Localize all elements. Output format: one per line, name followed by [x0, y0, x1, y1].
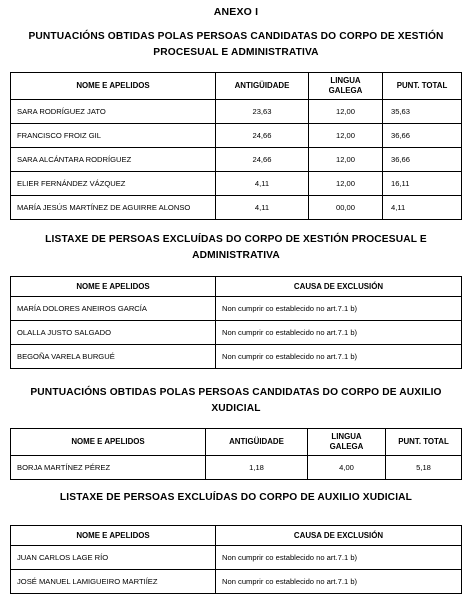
excluded-name: JUAN CARLOS LAGE RÍO [11, 546, 216, 570]
table-header-row [11, 429, 462, 456]
section2-table [10, 276, 462, 369]
total-value: 36,66 [383, 148, 462, 172]
candidate-name: SARA ALCÁNTARA RODRÍGUEZ [11, 148, 216, 172]
language-value: 00,00 [309, 196, 383, 220]
total-value: 35,63 [383, 100, 462, 124]
section4-table [10, 525, 462, 594]
seniority-value: 24,66 [216, 124, 309, 148]
seniority-value: 4,11 [216, 172, 309, 196]
exclusion-cause: Non cumprir co establecido no art.7.1 b) [216, 345, 462, 369]
seniority-value: 1,18 [206, 456, 308, 480]
excluded-name: BEGOÑA VARELA BURGUÉ [11, 345, 216, 369]
column-header-name: NOME E APELIDOS [11, 73, 216, 100]
annex-title: ANEXO I [213, 6, 259, 18]
table-row [11, 124, 462, 148]
column-header-name: NOME E APELIDOS [11, 429, 206, 456]
table-row [11, 570, 462, 594]
exclusion-cause: Non cumprir co establecido no art.7.1 b) [216, 321, 462, 345]
total-value: 5,18 [386, 456, 462, 480]
column-header-language: LINGUA GALEGA [309, 73, 383, 100]
column-header-name: NOME E APELIDOS [11, 277, 216, 297]
column-header-seniority: ANTIGÜIDADE [206, 429, 308, 456]
seniority-value: 23,63 [216, 100, 309, 124]
total-value: 36,66 [383, 124, 462, 148]
section3-table [10, 428, 462, 480]
exclusion-cause: Non cumprir co establecido no art.7.1 b) [216, 546, 462, 570]
table-row [11, 456, 462, 480]
section2-title: LISTAXE DE PERSOAS EXCLUÍDAS DO CORPO DE XESTIÓN PROCESUAL E ADMINISTRATIVA [45, 234, 427, 261]
column-header-total: PUNT. TOTAL [386, 429, 462, 456]
total-value: 4,11 [383, 196, 462, 220]
table-row [11, 100, 462, 124]
table-row [11, 172, 462, 196]
excluded-name: JOSÉ MANUEL LAMIGUEIRO MARTIÍEZ [11, 570, 216, 594]
table-header-row [11, 277, 462, 297]
section1-title: PUNTUACIÓNS OBTIDAS POLAS PERSOAS CANDIDATAS DO CORPO DE XESTIÓN PROCESUAL E ADMINISTRATIVA [28, 31, 444, 58]
seniority-value: 4,11 [216, 196, 309, 220]
language-value: 12,00 [309, 172, 383, 196]
table-row [11, 546, 462, 570]
table-row [11, 345, 462, 369]
table-header-row [11, 73, 462, 100]
candidate-name: ELIER FERNÁNDEZ VÁZQUEZ [11, 172, 216, 196]
column-header-total: PUNT. TOTAL [383, 73, 462, 100]
column-header-language: LINGUA GALEGA [308, 429, 386, 456]
language-value: 12,00 [309, 148, 383, 172]
exclusion-cause: Non cumprir co establecido no art.7.1 b) [216, 297, 462, 321]
exclusion-cause: Non cumprir co establecido no art.7.1 b) [216, 570, 462, 594]
excluded-name: OLALLA JUSTO SALGADO [11, 321, 216, 345]
language-value: 12,00 [309, 100, 383, 124]
candidate-name: SARA RODRÍGUEZ JATO [11, 100, 216, 124]
candidate-name: MARÍA JESÚS MARTÍNEZ DE AGUIRRE ALONSO [11, 196, 216, 220]
table-row [11, 297, 462, 321]
column-header-seniority: ANTIGÜIDADE [216, 73, 309, 100]
column-header-exclusion-cause: CAUSA DE EXCLUSIÓN [216, 277, 462, 297]
total-value: 16,11 [383, 172, 462, 196]
language-value: 12,00 [309, 124, 383, 148]
table-row [11, 321, 462, 345]
candidate-name: BORJA MARTÍNEZ PÉREZ [11, 456, 206, 480]
table-header-row [11, 526, 462, 546]
excluded-name: MARÍA DOLORES ANEIROS GARCÍA [11, 297, 216, 321]
candidate-name: FRANCISCO FROIZ GIL [11, 124, 216, 148]
table-row [11, 196, 462, 220]
section1-table [10, 72, 462, 220]
section3-title: PUNTUACIÓNS OBTIDAS POLAS PERSOAS CANDIDATAS DO CORPO DE AUXILIO XUDICIAL [30, 387, 442, 414]
language-value: 4,00 [308, 456, 386, 480]
table-row [11, 148, 462, 172]
seniority-value: 24,66 [216, 148, 309, 172]
column-header-exclusion-cause: CAUSA DE EXCLUSIÓN [216, 526, 462, 546]
section4-title: LISTAXE DE PERSOAS EXCLUÍDAS DO CORPO DE AUXILIO XUDICIAL [59, 492, 413, 503]
column-header-name: NOME E APELIDOS [11, 526, 216, 546]
